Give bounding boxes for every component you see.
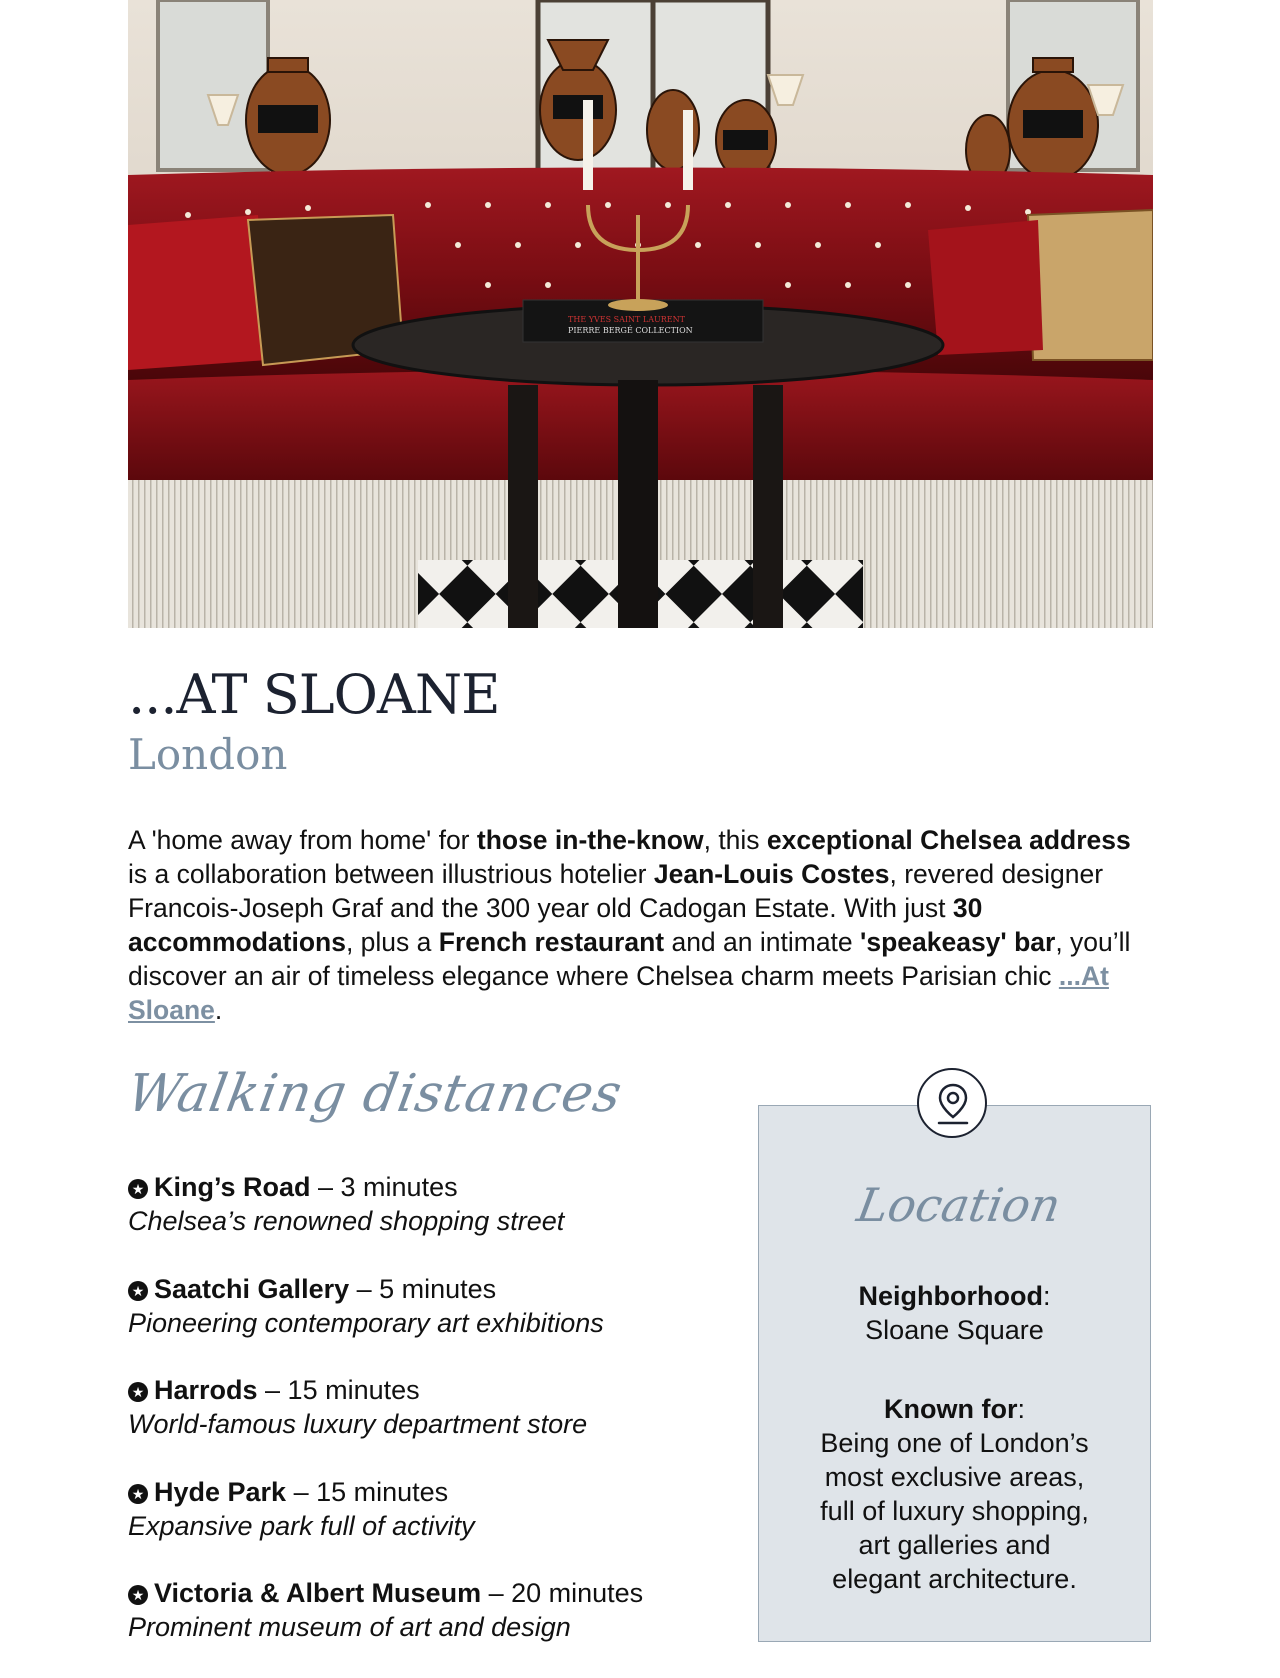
walking-item <box>128 1373 728 1475</box>
walking-description: Expansive park full of activity <box>128 1510 475 1541</box>
walking-time: – 5 minutes <box>349 1273 497 1304</box>
known-for-label: Known for <box>884 1394 1018 1424</box>
neighborhood-label: Neighborhood <box>858 1281 1043 1311</box>
hero-photo <box>128 0 1153 628</box>
hotel-city: London <box>128 730 288 779</box>
intro-text: , this <box>703 825 767 855</box>
intro-text: and an intimate <box>664 927 861 957</box>
at-sloane-link[interactable]: ...At Sloane <box>128 961 1109 1025</box>
walking-item <box>128 1475 728 1577</box>
map-pin-icon-glyph <box>936 1083 970 1125</box>
known-for-line: elegant architecture. <box>832 1564 1077 1594</box>
lounge-illustration <box>128 0 1153 628</box>
walking-time: – 3 minutes <box>310 1172 458 1202</box>
walking-time: – 20 minutes <box>481 1578 644 1608</box>
intro-paragraph <box>128 823 1153 1027</box>
book-title-line1: THE YVES SAINT LAURENT <box>568 315 685 324</box>
intro-bold: 'speakeasy' bar <box>860 927 1056 957</box>
intro-bold: 30 accommodations <box>128 893 983 957</box>
walking-distances-heading: Walking distances <box>122 1064 627 1124</box>
walking-place: Saatchi Gallery <box>154 1273 350 1304</box>
walking-place: Victoria & Albert Museum <box>154 1578 482 1608</box>
book-title-line2: PIERRE BERGÉ COLLECTION <box>568 326 693 335</box>
walking-item <box>128 1576 728 1678</box>
walking-place: Hyde Park <box>154 1476 287 1507</box>
walking-distances-list <box>128 1170 728 1678</box>
colon: : <box>1017 1394 1025 1424</box>
known-for-line: full of luxury shopping, <box>820 1496 1089 1526</box>
star-icon: ★ <box>128 1281 148 1301</box>
walking-description: Prominent museum of art and design <box>128 1612 571 1642</box>
intro-bold: Jean-Louis Costes <box>653 859 890 889</box>
walking-place: King’s Road <box>154 1172 311 1202</box>
star-icon: ★ <box>128 1484 148 1504</box>
intro-bold: exceptional Chelsea address <box>766 825 1131 855</box>
known-for-line: most exclusive areas, <box>824 1462 1085 1492</box>
intro-text: is a collaboration between illustrious hotelier <box>128 859 654 889</box>
neighborhood-block <box>758 1279 1151 1347</box>
walking-time: – 15 minutes <box>257 1375 420 1405</box>
hotel-name: ...AT SLOANE <box>128 663 500 726</box>
star-icon: ★ <box>128 1382 148 1402</box>
known-for-block <box>758 1392 1151 1596</box>
neighborhood-value: Sloane Square <box>865 1315 1044 1345</box>
intro-bold: those in-the-know <box>476 825 704 855</box>
walking-description: Pioneering contemporary art exhibitions <box>128 1307 604 1338</box>
walking-item <box>128 1170 728 1272</box>
intro-text: , plus a <box>345 927 439 957</box>
known-for-line: art galleries and <box>858 1530 1051 1560</box>
walking-place: Harrods <box>154 1375 258 1405</box>
walking-item <box>128 1272 728 1374</box>
walking-description: World-famous luxury department store <box>128 1409 588 1439</box>
location-heading: Location <box>853 1178 1065 1232</box>
colon: : <box>1042 1281 1051 1311</box>
star-icon: ★ <box>128 1179 148 1199</box>
star-icon: ★ <box>128 1585 148 1605</box>
known-for-line: Being one of London’s <box>820 1428 1089 1458</box>
walking-time: – 15 minutes <box>286 1476 449 1507</box>
intro-text: A 'home away from home' for <box>128 825 477 855</box>
walking-description: Chelsea’s renowned shopping street <box>128 1206 565 1236</box>
intro-text: , revered designer Francois-Joseph Graf and the 300 year old Cadogan Estate. With just <box>128 859 1104 923</box>
map-pin-icon <box>917 1068 987 1138</box>
intro-bold: French restaurant <box>438 927 665 957</box>
intro-text: . <box>214 995 223 1025</box>
intro-text: , you’ll discover an air of timeless elegance where Chelsea charm meets Parisian chic <box>128 927 1131 991</box>
